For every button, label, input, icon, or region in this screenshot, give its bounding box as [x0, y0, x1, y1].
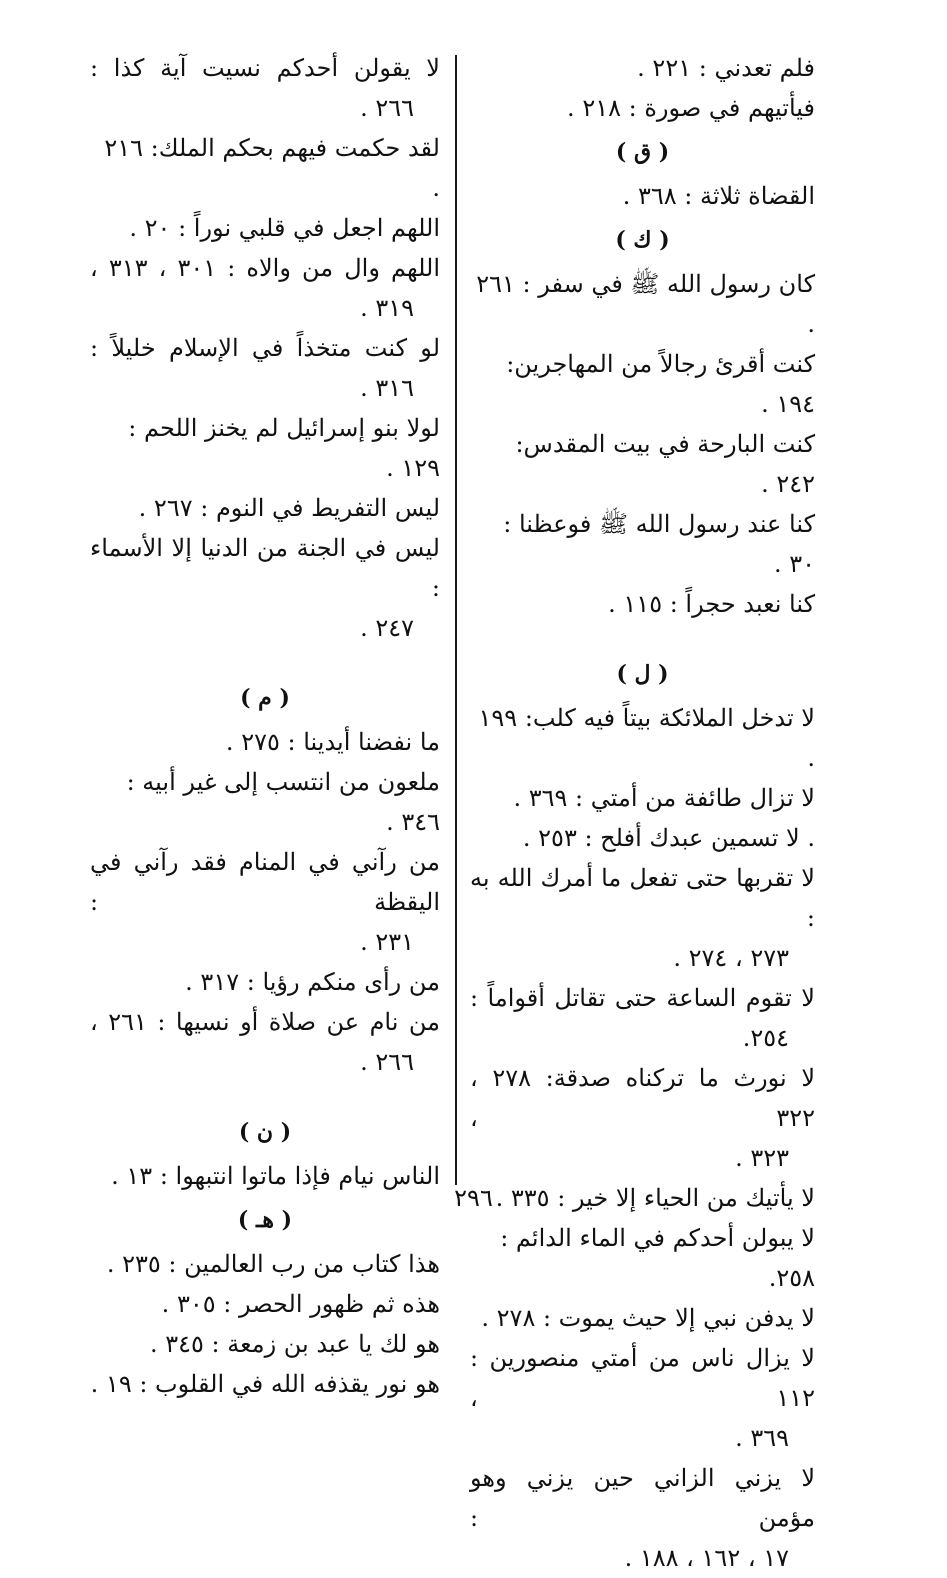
entry-text: لا تقوم الساعة حتى تقاتل أقواماً :: [470, 984, 815, 1012]
index-entry: [90, 208, 440, 248]
column-divider: [455, 55, 457, 1185]
entry-text: هو نور يقذفه الله في القلوب : ١٩ .: [90, 1370, 440, 1398]
index-entry: [470, 504, 815, 584]
index-entry: [90, 408, 440, 488]
entry-text: كنا عند رسول الله ﷺ فوعظنا : ٣٠ .: [503, 510, 815, 578]
letter-heading: ( ن ): [238, 1119, 292, 1145]
index-entry: [470, 176, 815, 216]
entry-text: هذه ثم ظهور الحصر : ٣٠٥ .: [161, 1290, 440, 1318]
index-entry: [470, 778, 815, 818]
index-entry: [90, 1324, 440, 1364]
entry-text: لا يقولن أحدكم نسيت آية كذا :: [90, 54, 440, 82]
entry-text: كنت البارحة في بيت المقدس: ٢٤٢ .: [515, 430, 815, 498]
index-entry: [90, 762, 440, 842]
index-entry: [470, 1298, 815, 1338]
entry-text: ليس في الجنة من الدنيا إلا الأسماء :: [90, 534, 440, 602]
entry-continuation: ٢٧٣ ، ٢٧٤ .: [673, 944, 789, 972]
entry-continuation: ٢٦٦ .: [360, 94, 414, 122]
entry-text: لا يأتيك من الحياء إلا خير : ٣٣٥ .: [495, 1184, 815, 1212]
entry-continuation: ٢٥٤.: [742, 1024, 789, 1052]
index-entry: [90, 48, 440, 128]
entry-text: لا نورث ما تركناه صدقة: ٢٧٨ ، ٣٢٢ ،: [470, 1064, 815, 1132]
entry-text: هذا كتاب من رب العالمين : ٢٣٥ .: [106, 1250, 440, 1278]
spacer: [470, 624, 815, 650]
index-entry: [90, 1002, 440, 1082]
index-entry: [90, 962, 440, 1002]
index-entry: [90, 1284, 440, 1324]
entry-text: كان رسول الله ﷺ في سفر : ٢٦١ .: [476, 270, 815, 338]
index-entry: [90, 1244, 440, 1284]
entry-text: لقد حكمت فيهم بحكم الملك: ٢١٦ .: [104, 134, 440, 202]
entry-text: ما نفضنا أيدينا : ٢٧٥ .: [225, 728, 440, 756]
index-entry: [470, 1058, 815, 1178]
entry-text: اللهم وال من والاه : ٣٠١ ، ٣١٣ ،: [90, 254, 440, 282]
index-entry: [470, 818, 815, 858]
entry-text: لا تدخل الملائكة بيتاً فيه كلب: ١٩٩ .: [478, 704, 815, 772]
entry-continuation: ٣١٩ .: [360, 294, 414, 322]
entry-text: الناس نيام فإذا ماتوا انتبهوا : ١٣ .: [111, 1162, 440, 1190]
entry-continuation: ٣٦٩ .: [735, 1424, 789, 1452]
right-column: [470, 48, 815, 1578]
spacer: [90, 648, 440, 674]
index-entry: [90, 1364, 440, 1404]
index-entry: [90, 842, 440, 962]
index-entry: [470, 1338, 815, 1458]
entry-text: لا يدفن نبي إلا حيث يموت : ٢٧٨ .: [481, 1304, 815, 1332]
index-entry: [470, 88, 815, 128]
index-entry: [90, 248, 440, 328]
entry-text: لا يبولن أحدكم في الماء الدائم : ٢٥٨.: [500, 1224, 815, 1292]
entry-text: ليس التفريط في النوم : ٢٦٧ .: [138, 494, 440, 522]
letter-heading: ( هـ ): [237, 1207, 293, 1233]
index-entry: [470, 1218, 815, 1298]
letter-heading: ( ل ): [616, 661, 669, 687]
entry-text: فيأتيهم في صورة : ٢١٨ .: [567, 94, 815, 122]
entry-text: لو كنت متخذاً في الإسلام خليلاً :: [90, 334, 440, 362]
entry-text: . لا تسمين عبدك أفلح : ٢٥٣ .: [522, 824, 815, 852]
index-entry: [470, 344, 815, 424]
page-number: ٢٩٦: [454, 1184, 493, 1212]
entry-text: ملعون من انتسب إلى غير أبيه : ٣٤٦ .: [126, 768, 440, 836]
entry-text: لا يزني الزاني حين يزني وهو مؤمن :: [470, 1464, 815, 1532]
letter-heading: ( م ): [240, 685, 290, 711]
entry-text: هو لك يا عبد بن زمعة : ٣٤٥ .: [149, 1330, 440, 1358]
entry-text: اللهم اجعل في قلبي نوراً : ٢٠ .: [129, 214, 440, 242]
entry-text: من نام عن صلاة أو نسيها : ٢٦١ ،: [90, 1008, 441, 1036]
index-entry: [90, 722, 440, 762]
entry-text: لا يزال ناس من أمتي منصورين : ١١٢ ،: [470, 1344, 815, 1412]
entry-continuation: ٢٣١ .: [360, 928, 414, 956]
entry-text: لا تزال طائفة من أمتي : ٣٦٩ .: [513, 784, 815, 812]
entry-text: من رأى منكم رؤيا : ٣١٧ .: [185, 968, 440, 996]
letter-heading: ( ق ): [615, 139, 670, 165]
spacer: [90, 1082, 440, 1108]
index-entry: [90, 328, 440, 408]
entry-text: من رآني في المنام فقد رآني في اليقظة :: [90, 848, 440, 916]
index-entry: [470, 264, 815, 344]
entry-text: فلم تعدني : ٢٢١ .: [637, 54, 815, 82]
entry-text: لولا بنو إسرائيل لم يخنز اللحم : ١٢٩ .: [128, 414, 440, 482]
entry-continuation: ١٧ ، ١٦٢ ، ١٨٨ .: [624, 1544, 789, 1572]
entry-continuation: ٢٦٦ .: [360, 1048, 414, 1076]
index-entry: [470, 584, 815, 624]
index-entry: [470, 858, 815, 978]
entry-continuation: ٣٢٣ .: [735, 1144, 789, 1172]
index-entry: [470, 1458, 815, 1578]
entry-continuation: ٣١٦ .: [360, 374, 414, 402]
index-entry: [470, 978, 815, 1058]
index-entry: [90, 528, 440, 648]
letter-heading: ( ك ): [615, 227, 670, 253]
index-entry: [470, 698, 815, 778]
entry-text: كنا نعبد حجراً : ١١٥ .: [608, 590, 815, 618]
index-entry: [90, 488, 440, 528]
entry-text: لا تقربها حتى تفعل ما أمرك الله به :: [470, 864, 815, 932]
entry-text: كنت أقرئ رجالاً من المهاجرين: ١٩٤ .: [506, 350, 815, 418]
index-entry: [470, 424, 815, 504]
entry-continuation: ٢٤٧ .: [360, 614, 414, 642]
index-entry: [470, 48, 815, 88]
entry-text: القضاة ثلاثة : ٣٦٨ .: [622, 182, 815, 210]
index-entry: [90, 128, 440, 208]
